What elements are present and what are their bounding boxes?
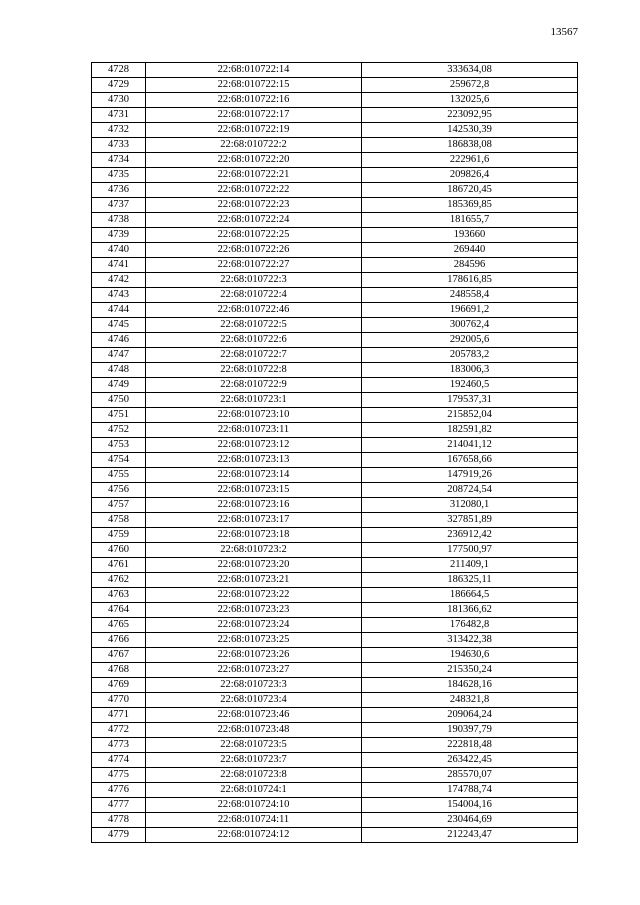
row-number-cell: 4731 <box>92 108 146 123</box>
row-number-cell: 4770 <box>92 693 146 708</box>
cadastral-value-cell: 222818,48 <box>362 738 578 753</box>
table-row <box>92 633 578 648</box>
row-number-cell: 4749 <box>92 378 146 393</box>
row-number-cell: 4774 <box>92 753 146 768</box>
cadastral-value-cell: 178616,85 <box>362 273 578 288</box>
cadastral-value-cell: 223092,95 <box>362 108 578 123</box>
row-number-cell: 4739 <box>92 228 146 243</box>
table-row <box>92 108 578 123</box>
cadastral-value-cell: 327851,89 <box>362 513 578 528</box>
cadastral-value-cell: 176482,8 <box>362 618 578 633</box>
row-number-cell: 4765 <box>92 618 146 633</box>
cadastral-value-cell: 186664,5 <box>362 588 578 603</box>
table-row <box>92 828 578 843</box>
row-number-cell: 4738 <box>92 213 146 228</box>
table-row <box>92 258 578 273</box>
row-number-cell: 4756 <box>92 483 146 498</box>
cadastral-value-cell: 181655,7 <box>362 213 578 228</box>
table-row <box>92 558 578 573</box>
table-row <box>92 588 578 603</box>
row-number-cell: 4777 <box>92 798 146 813</box>
cadastral-value-cell: 186325,11 <box>362 573 578 588</box>
table-row <box>92 123 578 138</box>
table-row <box>92 393 578 408</box>
cadastral-number-cell: 22:68:010723:7 <box>146 753 362 768</box>
cadastral-value-cell: 284596 <box>362 258 578 273</box>
cadastral-number-cell: 22:68:010723:14 <box>146 468 362 483</box>
page-number: 13567 <box>550 26 578 38</box>
cadastral-value-cell: 209826,4 <box>362 168 578 183</box>
cadastral-value-cell: 184628,16 <box>362 678 578 693</box>
cadastral-number-cell: 22:68:010723:11 <box>146 423 362 438</box>
cadastral-number-cell: 22:68:010723:3 <box>146 678 362 693</box>
row-number-cell: 4775 <box>92 768 146 783</box>
cadastral-value-cell: 208724,54 <box>362 483 578 498</box>
row-number-cell: 4740 <box>92 243 146 258</box>
cadastral-value-cell: 185369,85 <box>362 198 578 213</box>
row-number-cell: 4728 <box>92 63 146 78</box>
cadastral-value-cell: 236912,42 <box>362 528 578 543</box>
table-row <box>92 333 578 348</box>
table-row <box>92 483 578 498</box>
table-row <box>92 78 578 93</box>
row-number-cell: 4729 <box>92 78 146 93</box>
cadastral-value-cell: 192460,5 <box>362 378 578 393</box>
cadastral-value-cell: 142530,39 <box>362 123 578 138</box>
cadastral-value-cell: 132025,6 <box>362 93 578 108</box>
cadastral-value-cell: 209064,24 <box>362 708 578 723</box>
table-row <box>92 783 578 798</box>
row-number-cell: 4766 <box>92 633 146 648</box>
cadastral-number-cell: 22:68:010723:25 <box>146 633 362 648</box>
cadastral-number-cell: 22:68:010722:21 <box>146 168 362 183</box>
table-row <box>92 528 578 543</box>
cadastral-number-cell: 22:68:010723:12 <box>146 438 362 453</box>
row-number-cell: 4751 <box>92 408 146 423</box>
row-number-cell: 4742 <box>92 273 146 288</box>
row-number-cell: 4773 <box>92 738 146 753</box>
cadastral-number-cell: 22:68:010723:46 <box>146 708 362 723</box>
table-row <box>92 198 578 213</box>
cadastral-number-cell: 22:68:010723:26 <box>146 648 362 663</box>
cadastral-value-cell: 212243,47 <box>362 828 578 843</box>
row-number-cell: 4750 <box>92 393 146 408</box>
cadastral-value-cell: 193660 <box>362 228 578 243</box>
cadastral-number-cell: 22:68:010722:16 <box>146 93 362 108</box>
cadastral-number-cell: 22:68:010722:20 <box>146 153 362 168</box>
cadastral-value-cell: 312080,1 <box>362 498 578 513</box>
table-row <box>92 453 578 468</box>
cadastral-number-cell: 22:68:010722:4 <box>146 288 362 303</box>
cadastral-value-cell: 186720,45 <box>362 183 578 198</box>
cadastral-value-cell: 205783,2 <box>362 348 578 363</box>
cadastral-number-cell: 22:68:010722:26 <box>146 243 362 258</box>
cadastral-value-cell: 183006,3 <box>362 363 578 378</box>
cadastral-value-cell: 215350,24 <box>362 663 578 678</box>
cadastral-value-cell: 292005,6 <box>362 333 578 348</box>
cadastral-number-cell: 22:68:010724:1 <box>146 783 362 798</box>
row-number-cell: 4771 <box>92 708 146 723</box>
row-number-cell: 4769 <box>92 678 146 693</box>
cadastral-number-cell: 22:68:010723:8 <box>146 768 362 783</box>
table-row <box>92 183 578 198</box>
table-row <box>92 648 578 663</box>
table-row <box>92 168 578 183</box>
cadastral-value-cell: 182591,82 <box>362 423 578 438</box>
row-number-cell: 4778 <box>92 813 146 828</box>
table-row <box>92 468 578 483</box>
cadastral-number-cell: 22:68:010723:5 <box>146 738 362 753</box>
cadastral-value-cell: 154004,16 <box>362 798 578 813</box>
cadastral-value-cell: 181366,62 <box>362 603 578 618</box>
cadastral-value-cell: 300762,4 <box>362 318 578 333</box>
cadastral-number-cell: 22:68:010723:15 <box>146 483 362 498</box>
cadastral-value-cell: 215852,04 <box>362 408 578 423</box>
cadastral-number-cell: 22:68:010723:27 <box>146 663 362 678</box>
cadastral-number-cell: 22:68:010723:20 <box>146 558 362 573</box>
row-number-cell: 4734 <box>92 153 146 168</box>
table-row <box>92 423 578 438</box>
row-number-cell: 4746 <box>92 333 146 348</box>
cadastral-number-cell: 22:68:010722:9 <box>146 378 362 393</box>
row-number-cell: 4730 <box>92 93 146 108</box>
row-number-cell: 4737 <box>92 198 146 213</box>
row-number-cell: 4764 <box>92 603 146 618</box>
table-row <box>92 303 578 318</box>
cadastral-value-cell: 333634,08 <box>362 63 578 78</box>
table-row <box>92 618 578 633</box>
row-number-cell: 4736 <box>92 183 146 198</box>
table-row <box>92 738 578 753</box>
cadastral-value-cell: 167658,66 <box>362 453 578 468</box>
row-number-cell: 4747 <box>92 348 146 363</box>
row-number-cell: 4768 <box>92 663 146 678</box>
row-number-cell: 4748 <box>92 363 146 378</box>
cadastral-number-cell: 22:68:010722:23 <box>146 198 362 213</box>
cadastral-number-cell: 22:68:010723:10 <box>146 408 362 423</box>
cadastral-value-cell: 222961,6 <box>362 153 578 168</box>
row-number-cell: 4733 <box>92 138 146 153</box>
table-row <box>92 273 578 288</box>
table-row <box>92 498 578 513</box>
cadastral-number-cell: 22:68:010722:27 <box>146 258 362 273</box>
cadastral-number-cell: 22:68:010722:2 <box>146 138 362 153</box>
table-row <box>92 603 578 618</box>
table-row <box>92 288 578 303</box>
table-row <box>92 708 578 723</box>
cadastral-number-cell: 22:68:010723:18 <box>146 528 362 543</box>
cadastral-number-cell: 22:68:010723:4 <box>146 693 362 708</box>
cadastral-number-cell: 22:68:010723:24 <box>146 618 362 633</box>
row-number-cell: 4743 <box>92 288 146 303</box>
table-row <box>92 213 578 228</box>
row-number-cell: 4745 <box>92 318 146 333</box>
cadastral-value-cell: 248558,4 <box>362 288 578 303</box>
cadastral-value-cell: 147919,26 <box>362 468 578 483</box>
cadastral-value-cell: 248321,8 <box>362 693 578 708</box>
row-number-cell: 4732 <box>92 123 146 138</box>
cadastral-value-cell: 285570,07 <box>362 768 578 783</box>
table-row <box>92 318 578 333</box>
row-number-cell: 4758 <box>92 513 146 528</box>
cadastral-number-cell: 22:68:010722:14 <box>146 63 362 78</box>
table-row <box>92 573 578 588</box>
cadastral-number-cell: 22:68:010723:23 <box>146 603 362 618</box>
cadastral-number-cell: 22:68:010724:10 <box>146 798 362 813</box>
cadastral-value-cell: 263422,45 <box>362 753 578 768</box>
cadastral-number-cell: 22:68:010724:11 <box>146 813 362 828</box>
row-number-cell: 4763 <box>92 588 146 603</box>
row-number-cell: 4757 <box>92 498 146 513</box>
row-number-cell: 4741 <box>92 258 146 273</box>
table-row <box>92 348 578 363</box>
table-row <box>92 813 578 828</box>
cadastral-number-cell: 22:68:010723:48 <box>146 723 362 738</box>
cadastral-value-cell: 259672,8 <box>362 78 578 93</box>
cadastral-value-cell: 230464,69 <box>362 813 578 828</box>
cadastral-number-cell: 22:68:010722:3 <box>146 273 362 288</box>
cadastral-number-cell: 22:68:010722:19 <box>146 123 362 138</box>
cadastral-number-cell: 22:68:010723:2 <box>146 543 362 558</box>
cadastral-number-cell: 22:68:010722:7 <box>146 348 362 363</box>
cadastral-value-table <box>91 62 578 843</box>
table-row <box>92 228 578 243</box>
row-number-cell: 4753 <box>92 438 146 453</box>
cadastral-value-cell: 179537,31 <box>362 393 578 408</box>
cadastral-number-cell: 22:68:010723:13 <box>146 453 362 468</box>
cadastral-number-cell: 22:68:010724:12 <box>146 828 362 843</box>
cadastral-number-cell: 22:68:010722:6 <box>146 333 362 348</box>
cadastral-number-cell: 22:68:010722:25 <box>146 228 362 243</box>
row-number-cell: 4760 <box>92 543 146 558</box>
table-row <box>92 408 578 423</box>
row-number-cell: 4779 <box>92 828 146 843</box>
cadastral-value-cell: 174788,74 <box>362 783 578 798</box>
cadastral-number-cell: 22:68:010722:5 <box>146 318 362 333</box>
table-row <box>92 138 578 153</box>
cadastral-value-cell: 196691,2 <box>362 303 578 318</box>
cadastral-value-cell: 190397,79 <box>362 723 578 738</box>
table-row <box>92 543 578 558</box>
cadastral-value-cell: 313422,38 <box>362 633 578 648</box>
cadastral-value-cell: 194630,6 <box>362 648 578 663</box>
cadastral-value-cell: 269440 <box>362 243 578 258</box>
table-row <box>92 693 578 708</box>
table-row <box>92 378 578 393</box>
row-number-cell: 4759 <box>92 528 146 543</box>
cadastral-value-cell: 177500,97 <box>362 543 578 558</box>
cadastral-number-cell: 22:68:010722:22 <box>146 183 362 198</box>
cadastral-number-cell: 22:68:010723:22 <box>146 588 362 603</box>
row-number-cell: 4761 <box>92 558 146 573</box>
table-row <box>92 723 578 738</box>
table-row <box>92 678 578 693</box>
row-number-cell: 4776 <box>92 783 146 798</box>
table-row <box>92 93 578 108</box>
table-row <box>92 753 578 768</box>
cadastral-number-cell: 22:68:010723:1 <box>146 393 362 408</box>
cadastral-number-cell: 22:68:010723:16 <box>146 498 362 513</box>
row-number-cell: 4735 <box>92 168 146 183</box>
cadastral-value-cell: 211409,1 <box>362 558 578 573</box>
table-row <box>92 513 578 528</box>
cadastral-number-cell: 22:68:010723:17 <box>146 513 362 528</box>
table-body <box>92 63 578 843</box>
cadastral-number-cell: 22:68:010723:21 <box>146 573 362 588</box>
row-number-cell: 4772 <box>92 723 146 738</box>
row-number-cell: 4752 <box>92 423 146 438</box>
table-row <box>92 153 578 168</box>
cadastral-number-cell: 22:68:010722:15 <box>146 78 362 93</box>
cadastral-value-cell: 186838,08 <box>362 138 578 153</box>
table-row <box>92 63 578 78</box>
cadastral-number-cell: 22:68:010722:24 <box>146 213 362 228</box>
row-number-cell: 4755 <box>92 468 146 483</box>
row-number-cell: 4762 <box>92 573 146 588</box>
row-number-cell: 4744 <box>92 303 146 318</box>
table-row <box>92 663 578 678</box>
row-number-cell: 4754 <box>92 453 146 468</box>
cadastral-number-cell: 22:68:010722:46 <box>146 303 362 318</box>
cadastral-number-cell: 22:68:010722:17 <box>146 108 362 123</box>
cadastral-number-cell: 22:68:010722:8 <box>146 363 362 378</box>
table-row <box>92 438 578 453</box>
table-row <box>92 768 578 783</box>
table-row <box>92 363 578 378</box>
row-number-cell: 4767 <box>92 648 146 663</box>
table-row <box>92 243 578 258</box>
table-row <box>92 798 578 813</box>
cadastral-value-cell: 214041,12 <box>362 438 578 453</box>
